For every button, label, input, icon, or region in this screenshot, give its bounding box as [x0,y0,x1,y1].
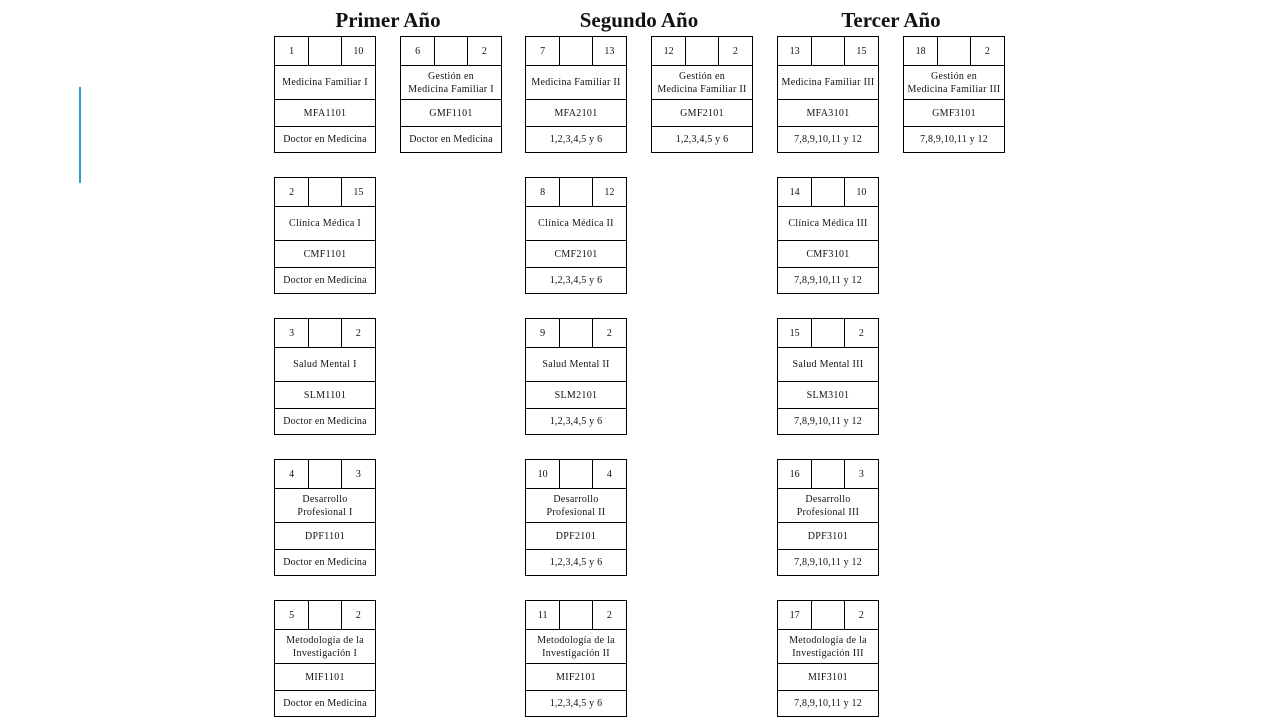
course-prerequisites: 1,2,3,4,5 y 6 [675,134,729,145]
course-code: DPF3101 [778,523,878,550]
course-name: Desarrollo Profesional III [778,489,878,523]
course-code: DPF2101 [526,523,626,550]
course-prerequisites: 1,2,3,4,5 y 6 [549,416,603,427]
course-name: Desarrollo Profesional I [275,489,375,523]
course-number: 14 [789,186,800,198]
course-name: Gestión en Medicina Familiar II [652,66,752,100]
course-blank-cell [811,178,844,206]
course-blank-cell [308,37,341,65]
course-name: Salud Mental II [526,348,626,382]
course-blank-cell [811,601,844,629]
course-box [777,318,879,435]
course-header-row [778,319,878,348]
course-box [777,459,879,576]
course-credits: 3 [858,468,864,480]
course-credits: 3 [355,468,361,480]
course-header-row [275,37,375,66]
course-box [777,36,879,153]
course-credits: 12 [604,186,615,198]
course-header-row [526,37,626,66]
course-credits: 10 [353,45,364,57]
course-number: 3 [289,327,295,339]
course-credits: 2 [858,327,864,339]
course-prerequisites: Doctor en Medicina [283,698,367,709]
course-name: Metodología de la Investigación III [778,630,878,664]
course-number: 7 [540,45,546,57]
course-code: SLM3101 [778,382,878,409]
course-blank-cell [811,37,844,65]
course-box [400,36,502,153]
course-blank-cell [559,178,592,206]
course-number: 6 [415,45,421,57]
course-credits: 2 [858,609,864,621]
course-header-row [401,37,501,66]
course-box [651,36,753,153]
course-number: 2 [289,186,295,198]
course-number: 12 [663,45,674,57]
course-credits: 13 [604,45,615,57]
course-header-row [275,601,375,630]
course-number: 1 [289,45,295,57]
course-prerequisites: Doctor en Medicina [283,416,367,427]
course-credits: 2 [606,327,612,339]
course-box [274,36,376,153]
course-box [274,600,376,717]
course-number: 9 [540,327,546,339]
year-header-tercer: Tercer Año [841,8,941,32]
course-code: CMF2101 [526,241,626,268]
course-blank-cell [308,460,341,488]
course-code: DPF1101 [275,523,375,550]
course-blank-cell [559,601,592,629]
course-prerequisites: 7,8,9,10,11 y 12 [794,275,862,286]
course-header-row [526,319,626,348]
course-name: Salud Mental III [778,348,878,382]
course-blank-cell [811,460,844,488]
course-box [525,36,627,153]
course-number: 18 [915,45,926,57]
course-box [525,459,627,576]
course-box [274,459,376,576]
course-blank-cell [811,319,844,347]
course-credits: 2 [355,609,361,621]
course-name: Medicina Familiar I [275,66,375,100]
course-name: Clínica Médica I [275,207,375,241]
course-prerequisites: 7,8,9,10,11 y 12 [794,134,862,145]
course-number: 15 [789,327,800,339]
course-blank-cell [937,37,970,65]
course-box [525,600,627,717]
course-code: MIF2101 [526,664,626,691]
course-prerequisites: 1,2,3,4,5 y 6 [549,698,603,709]
course-blank-cell [559,319,592,347]
year-header-segundo: Segundo Año [579,8,699,32]
course-name: Desarrollo Profesional II [526,489,626,523]
course-box [903,36,1005,153]
course-credits: 15 [856,45,867,57]
course-prerequisites: 7,8,9,10,11 y 12 [794,698,862,709]
course-box [525,177,627,294]
course-code: CMF1101 [275,241,375,268]
course-header-row [904,37,1004,66]
course-name: Metodología de la Investigación I [275,630,375,664]
course-prerequisites: 7,8,9,10,11 y 12 [920,134,988,145]
course-code: MFA2101 [526,100,626,127]
course-code: MFA3101 [778,100,878,127]
course-number: 8 [540,186,546,198]
course-number: 17 [789,609,800,621]
course-box [777,177,879,294]
course-prerequisites: 1,2,3,4,5 y 6 [549,134,603,145]
course-number: 10 [537,468,548,480]
course-code: MFA1101 [275,100,375,127]
course-header-row [778,601,878,630]
course-prerequisites: Doctor en Medicina [283,275,367,286]
course-credits: 15 [353,186,364,198]
course-code: GMF3101 [904,100,1004,127]
course-header-row [778,460,878,489]
course-code: SLM1101 [275,382,375,409]
course-name: Gestión en Medicina Familiar III [904,66,1004,100]
course-credits: 10 [856,186,867,198]
course-prerequisites: Doctor en Medicina [409,134,493,145]
course-box [777,600,879,717]
course-code: SLM2101 [526,382,626,409]
course-blank-cell [559,37,592,65]
course-header-row [275,319,375,348]
course-credits: 2 [606,609,612,621]
course-number: 5 [289,609,295,621]
course-box [274,318,376,435]
course-header-row [778,37,878,66]
course-code: GMF1101 [401,100,501,127]
course-blank-cell [308,178,341,206]
course-header-row [526,460,626,489]
course-number: 11 [537,609,548,621]
course-name: Clínica Médica III [778,207,878,241]
course-code: MIF3101 [778,664,878,691]
course-prerequisites: 1,2,3,4,5 y 6 [549,275,603,286]
course-box [525,318,627,435]
course-code: GMF2101 [652,100,752,127]
course-credits: 2 [481,45,487,57]
course-prerequisites: 1,2,3,4,5 y 6 [549,557,603,568]
course-credits: 2 [732,45,738,57]
course-name: Metodología de la Investigación II [526,630,626,664]
course-name: Gestión en Medicina Familiar I [401,66,501,100]
course-code: CMF3101 [778,241,878,268]
course-blank-cell [308,601,341,629]
course-name: Medicina Familiar II [526,66,626,100]
course-prerequisites: Doctor en Medicina [283,557,367,568]
course-header-row [652,37,752,66]
course-prerequisites: 7,8,9,10,11 y 12 [794,416,862,427]
accent-bar [79,87,81,183]
course-name: Clínica Médica II [526,207,626,241]
course-credits: 4 [606,468,612,480]
course-header-row [526,601,626,630]
course-header-row [275,178,375,207]
course-number: 16 [789,468,800,480]
course-blank-cell [434,37,467,65]
course-header-row [778,178,878,207]
course-header-row [526,178,626,207]
course-box [274,177,376,294]
course-code: MIF1101 [275,664,375,691]
course-header-row [275,460,375,489]
course-credits: 2 [984,45,990,57]
course-blank-cell [559,460,592,488]
course-prerequisites: 7,8,9,10,11 y 12 [794,557,862,568]
course-name: Medicina Familiar III [778,66,878,100]
course-name: Salud Mental I [275,348,375,382]
course-credits: 2 [355,327,361,339]
course-number: 4 [289,468,295,480]
course-blank-cell [308,319,341,347]
course-blank-cell [685,37,718,65]
year-header-primer: Primer Año [335,8,441,32]
course-prerequisites: Doctor en Medicina [283,134,367,145]
course-number: 13 [789,45,800,57]
